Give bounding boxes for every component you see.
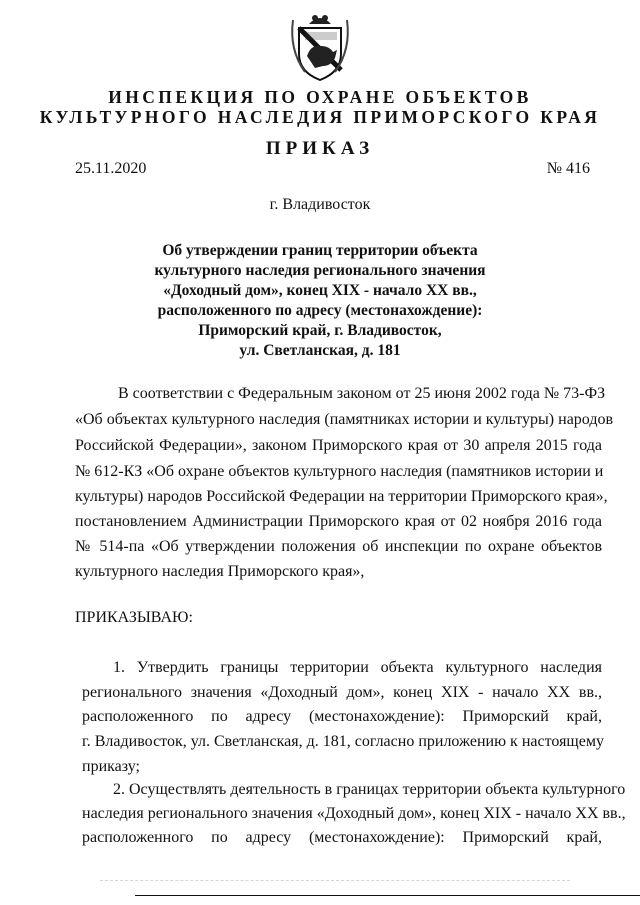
subject-line: ул. Светланская, д. 181 xyxy=(239,342,401,359)
item-2-line: расположенного по адресу (местонахождение): Приморский край, xyxy=(82,829,602,846)
item-1-line: расположенного по адресу (местонахождение): Приморский край, xyxy=(82,708,602,725)
preamble-line: культуры) народов Российской Федерации на территории Приморского края», xyxy=(75,488,608,505)
subject-line: Приморский край, г. Владивосток, xyxy=(198,322,442,339)
document-city: г. Владивосток xyxy=(269,196,371,213)
item-2-line: наследия регионального значения «Доходный дом», конец XIX - начало XX вв., xyxy=(82,805,626,822)
preamble-line: № 612-КЗ «Об охране объектов культурного наследия (памятников истории и xyxy=(75,463,604,480)
subject-line: Об утверждении границ территории объекта xyxy=(162,242,478,259)
faint-divider xyxy=(100,880,570,881)
item-1-line: 1. Утвердить границы территории объекта культурного наследия xyxy=(113,659,602,676)
document-type-title: ПРИКАЗ xyxy=(265,138,375,159)
preamble-line: культурного наследия Приморского края», xyxy=(75,563,365,580)
preamble-line: № 514-па «Об утверждении положения об инспекции по охране объектов xyxy=(75,538,602,555)
subject-line: культурного наследия регионального значения xyxy=(154,262,486,279)
subject-line: «Доходный дом», конец XIX - начало XX вв., xyxy=(163,282,477,299)
document-date: 25.11.2020 xyxy=(75,160,147,177)
page-bottom-rule xyxy=(135,895,640,896)
organization-name-line-2: КУЛЬТУРНОГО НАСЛЕДИЯ ПРИМОРСКОГО КРАЯ xyxy=(39,107,601,127)
document-number: № 416 xyxy=(546,160,590,177)
preamble-line: постановлением Администрации Приморского края от 02 ноября 2016 года xyxy=(75,513,602,530)
item-1-line: приказу; xyxy=(82,758,140,775)
preamble-line: Российской Федерации», законом Приморского края от 30 апреля 2015 года xyxy=(75,437,602,454)
preamble-line: В соответствии с Федеральным законом от 25 июня 2002 года № 73-ФЗ xyxy=(118,385,606,402)
subject-line: расположенного по адресу (местонахождение): xyxy=(157,302,483,319)
organization-name-line-1: ИНСПЕКЦИЯ ПО ОХРАНЕ ОБЪЕКТОВ xyxy=(108,87,532,107)
coat-of-arms-icon xyxy=(285,10,355,82)
item-2-line: 2. Осуществлять деятельность в границах территории объекта культурного xyxy=(113,781,626,798)
item-1-line: регионального значения «Доходный дом», конец XIX - начало XX вв., xyxy=(82,684,602,701)
item-1-line: г. Владивосток, ул. Светланская, д. 181, согласно приложению к настоящему xyxy=(82,733,604,750)
order-word: ПРИКАЗЫВАЮ: xyxy=(75,609,193,626)
preamble-line: «Об объектах культурного наследия (памятниках истории и культуры) народов xyxy=(75,411,614,428)
document-subject xyxy=(100,241,540,361)
